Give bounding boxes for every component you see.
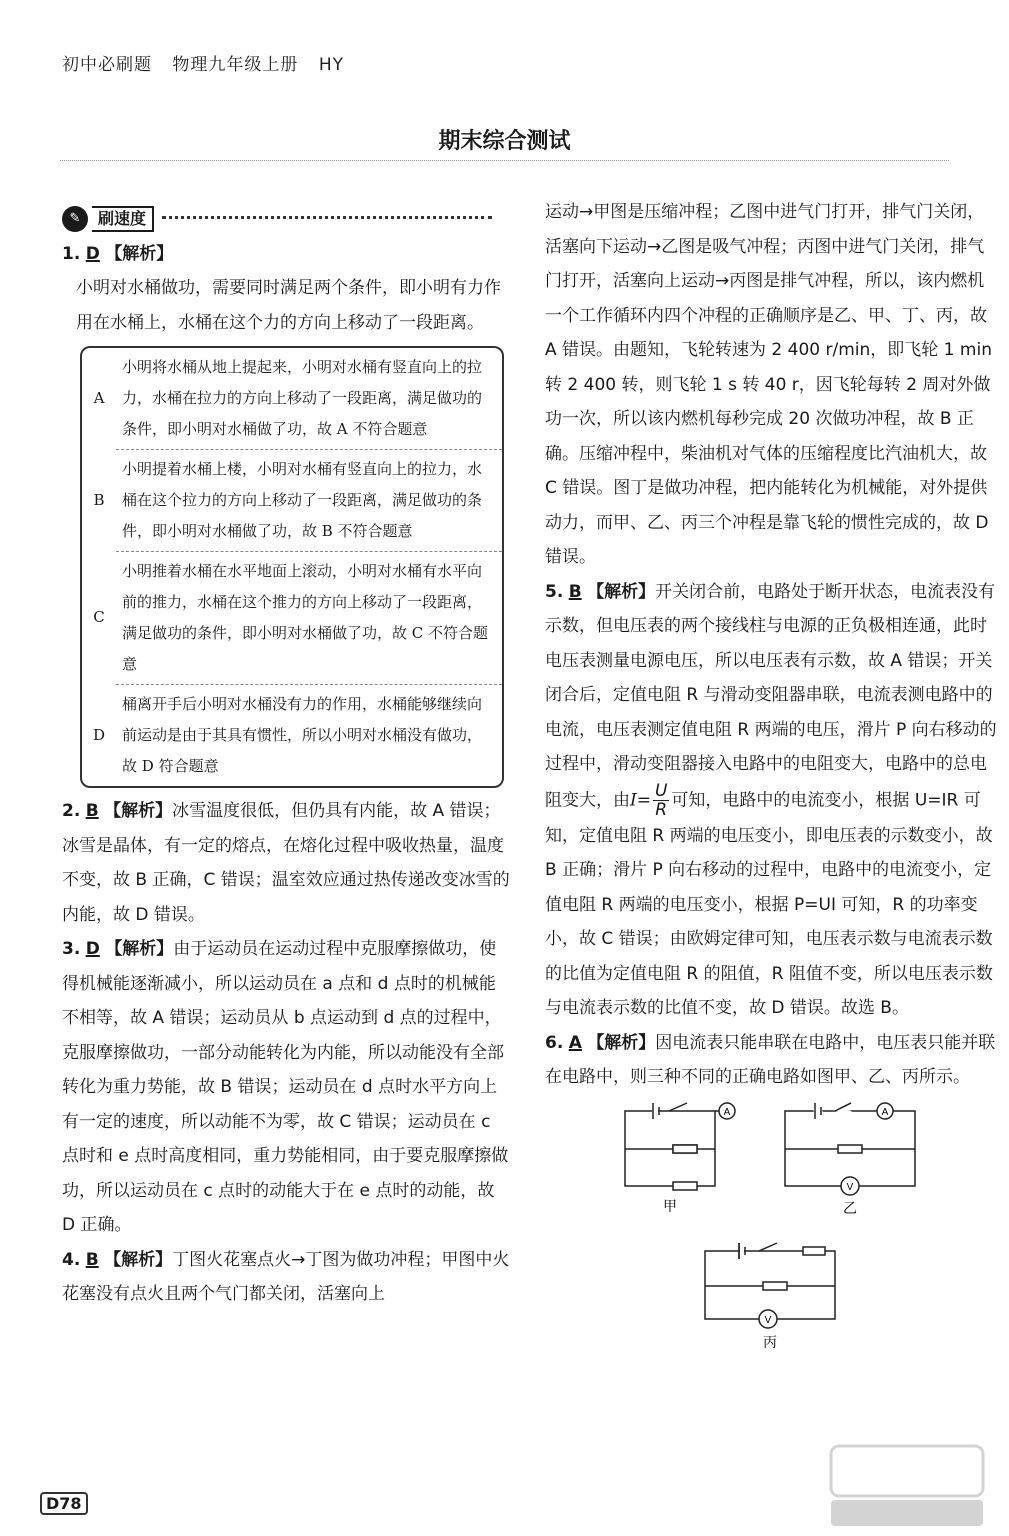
fraction-denominator: R [655, 799, 668, 820]
question-2 [62, 794, 512, 932]
voltmeter-label: V [846, 1181, 854, 1193]
q5-answer: B [568, 581, 582, 602]
section-header [62, 200, 512, 235]
q1-answer: D [85, 243, 100, 264]
q6-number: 6. [545, 1032, 564, 1053]
circuit-diagrams [545, 1101, 997, 1351]
option-text: 小明提着水桶上楼，小明对水桶有竖直向上的拉力，水桶在这个拉力的方向上移动了一段距离，满足做功的条件，即小明对水桶做了功，故 B 不符合题意 [116, 449, 502, 551]
page-title: 期末综合测试 [438, 129, 571, 154]
q1-explanation: 小明对水桶做功，需要同时满足两个条件，即小明有力作用在水桶上，水桶在这个力的方向上移动了一段距离。 [76, 278, 501, 333]
option-text: 桶离开手后小明对水桶没有力的作用，水桶能够继续向前运动是由于其具有惯性，所以小明对水桶没有做功，故 D 符合题意 [116, 684, 502, 786]
q3-answer: D [85, 939, 100, 959]
running-header [62, 50, 358, 75]
q6-tag: 【解析】 [587, 1032, 656, 1053]
option-row [82, 551, 502, 684]
formula-lhs: I= [630, 790, 651, 810]
fraction-numerator: U [654, 780, 668, 801]
ammeter-label: A [881, 1106, 889, 1118]
q3-explanation: 由于运动员在运动过程中克服摩擦做功，使得机械能逐渐减小，所以运动员在 a 点和 d 点时的机械能不相等，故 A 错误；运动员从 b 点运动到 d 点的过程中，克服摩擦做功，一部分动能转化为内能，所以动能没有全部转化为重力势能，故 B 错误；运动员在 d 点时水平方向上有一定的速度，所以动能不为零，故 C 错误；运动员在 c 点时和 e 点时高度相同，重力势能相同，由于要克服摩擦做功，所以运动员在 c 点时的动能大于在 e 点时的动能，故 D 正确。 [62, 939, 509, 1235]
page-number: D78 [40, 1492, 88, 1515]
book-name: 初中必刷题 [62, 55, 152, 75]
option-letter: D [92, 725, 106, 744]
q1-options-table [80, 346, 504, 788]
label-jia: 甲 [663, 1197, 677, 1214]
section-badge-label: 刷速度 [92, 206, 154, 232]
circuit-svg [545, 1101, 997, 1351]
q2-explanation: 冰雪温度很低，但仍具有内能，故 A 错误；冰雪是晶体，有一定的熔点，在熔化过程中吸收热量，温度不变，故 B 正确，C 错误；温室效应通过热传递改变冰雪的内能，故 D 错误。 [62, 801, 510, 925]
q6-explanation: 因电流表只能串联在电路中，电压表只能并联在电路中，则三种不同的正确电路如图甲、乙、丙所示。 [545, 1032, 996, 1087]
option-row [82, 684, 502, 786]
q2-number: 2. [62, 801, 81, 821]
title-divider [60, 160, 949, 161]
edition-name: HY [318, 55, 344, 75]
resistor-icon [673, 1182, 697, 1190]
q5-explanation-a: 开关闭合前，电路处于断开状态，电流表没有示数，但电压表的两个接线柱与电源的正负极相连通，此时电压表测量电源电压，所以电压表有示数，故 A 错误；开关闭合后，定值电阻 R 与滑动变阻器串联，电流表测电路中的电流，电压表测定值电阻 R 两端的电压，滑片 P 向右移动的过程中，滑动变阻器接入电路中的电阻变大，电路中的总电阻变大，由 [545, 581, 997, 810]
section-dotted-rule [162, 216, 492, 219]
q4-explanation-part1: 丁图火花塞点火→丁图为做功冲程；甲图中火花塞没有点火且两个气门都关闭，活塞向上 [62, 1249, 510, 1304]
left-column [62, 200, 512, 1312]
q2-answer: B [85, 801, 99, 821]
q6-answer: A [568, 1032, 582, 1053]
question-3 [62, 932, 512, 1243]
option-row [82, 449, 502, 551]
formula-fraction [653, 782, 669, 819]
right-column [545, 195, 997, 1351]
question-6 [545, 1026, 997, 1095]
q3-tag: 【解析】 [105, 939, 174, 959]
option-letter: B [93, 490, 105, 509]
q4-number: 4. [62, 1249, 81, 1270]
resistor-icon [763, 1282, 787, 1290]
circuit-jia [625, 1103, 735, 1190]
question-5 [545, 575, 997, 1026]
subject-name: 物理九年级上册 [172, 55, 299, 75]
option-text: 小明将水桶从地上提起来，小明对水桶有竖直向上的拉力，水桶在拉力的方向上移动了一段距离，满足做功的条件，即小明对水桶做了功，故 A 不符合题意 [122, 358, 483, 438]
option-letter: A [93, 389, 105, 407]
resistor-icon [838, 1145, 862, 1153]
q1-number: 1. [62, 243, 81, 264]
voltmeter-label: V [764, 1314, 772, 1326]
option-text: 小明推着水桶在水平地面上滚动，小明对水桶有水平向前的推力，水桶在这个推力的方向上移动了一段距离，满足做功的条件，即小明对水桶做了功，故 C 不符合题意 [116, 551, 502, 684]
q5-tag: 【解析】 [587, 581, 656, 602]
option-letter: C [93, 608, 105, 626]
resistor-icon [803, 1247, 825, 1255]
question-1 [62, 237, 512, 789]
q5-explanation-b: 可知，电路中的电流变小，根据 U=IR 可知，定值电阻 R 两端的电压变小，即电压表的示数变小，故 B 正确；滑片 P 向右移动的过程中，电路中的电流变小，定值电阻 R 两端的电压变小，根据 P=UI 可知，R 的功率变小，故 C 错误；由欧姆定律可知，电压表示数与电流表示数的比值为定值电阻 R 的阻值，R 阻值不变，所以电压表示数与电流表示数的比值不变，故 D 错误。故选 B。 [545, 790, 993, 1018]
label-bing: 丙 [763, 1333, 777, 1350]
switch-icon [759, 1243, 777, 1251]
question-4 [62, 1243, 512, 1312]
q2-tag: 【解析】 [104, 801, 173, 821]
q3-number: 3. [62, 939, 81, 959]
watermark-logo-icon [827, 1440, 987, 1530]
q5-number: 5. [545, 581, 564, 602]
ammeter-label: A [723, 1106, 731, 1118]
section-badge [62, 206, 154, 232]
q4-explanation-part2: 运动→甲图是压缩冲程；乙图中进气门打开，排气门关闭，活塞向下运动→乙图是吸气冲程；丙图中进气门关闭，排气门打开，活塞向上运动→丙图是排气冲程，所以，该内燃机一个工作循环内四个冲程的正确顺序是乙、甲、丁、丙，故 A 错误。由题知，飞轮转速为 2 400 r/min，即飞轮 1 min 转 2 400 转，则飞轮 1 s 转 40 r，因飞轮每转 2 周对外做功一次，所以该内燃机每秒完成 20 次做功冲程，故 B 正确。压缩冲程中，柴油机对气体的压缩程度比汽油机大，故 C 错误。图丁是做功冲程，把内能转化为机械能，对外提供动力，而甲、乙、丙三个冲程是靠飞轮的惯性完成的，故 D 错误。 [545, 202, 992, 567]
q4-answer: B [85, 1249, 99, 1270]
brush-icon: ✎ [62, 206, 88, 232]
option-row [82, 348, 502, 449]
q1-tag: 【解析】 [105, 243, 174, 264]
switch-icon [669, 1103, 687, 1111]
label-yi: 乙 [843, 1199, 857, 1216]
q4-tag: 【解析】 [104, 1249, 173, 1270]
